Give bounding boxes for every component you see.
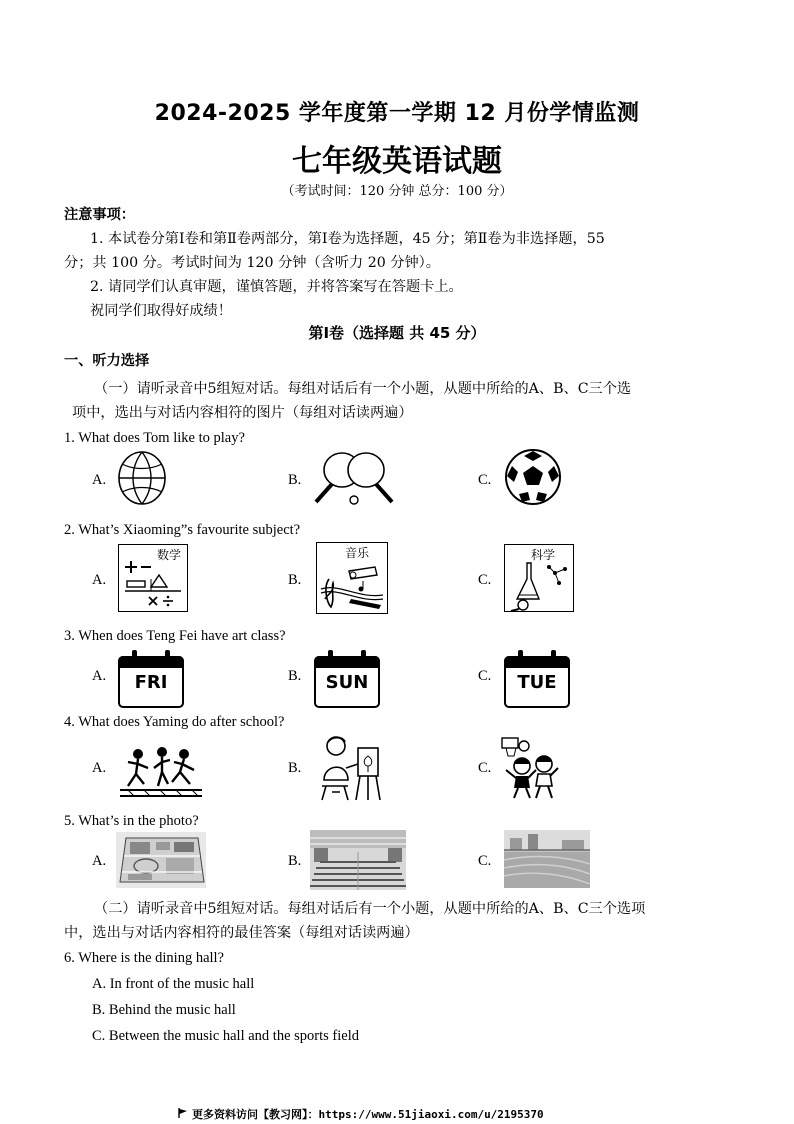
q3-option-b-label: B. <box>288 668 302 684</box>
calendar-sun-icon <box>314 650 380 708</box>
footer-link[interactable]: 更多资料访问【教习网】：https://www.51jiaoxi.com/u/2195370 <box>192 1108 544 1121</box>
question-2: 2. What’s Xiaoming”s favourite subject? <box>64 522 301 538</box>
math-symbols-icon <box>121 559 185 611</box>
q5-option-b-label: B. <box>288 853 302 869</box>
section1-title: 第Ⅰ卷（选择题 共 45 分） <box>308 324 486 342</box>
notice-wish: 祝同学们取得好成绩！ <box>90 303 232 319</box>
ping-pong-icon <box>310 450 400 508</box>
notice-item2: 2. 请同学们认真审题，谨慎答题，并将答案写在答题卡上。 <box>90 279 463 295</box>
q6-option-b: B. Behind the music hall <box>92 1002 236 1018</box>
calendar-tue-icon <box>504 650 570 708</box>
calendar-sun-text: SUN <box>325 672 369 693</box>
q6-option-c: C. Between the music hall and the sports field <box>92 1028 359 1044</box>
notice-heading: 注意事项： <box>64 207 135 223</box>
science-subject-icon <box>504 544 574 612</box>
dining-hall-photo <box>310 830 406 890</box>
music-label: 音乐 <box>345 546 370 560</box>
exam-title-line2: 七年级英语试题 <box>292 144 502 179</box>
question-4: 4. What does Yaming do after school? <box>64 714 285 730</box>
music-subject-icon <box>316 542 388 614</box>
flag-icon <box>178 1108 188 1118</box>
q1-option-b-label: B. <box>288 472 302 488</box>
basketball-kids-icon <box>500 736 560 802</box>
exam-title-line1: 2024-2025 学年度第一学期 12 月份学情监测 <box>154 101 640 126</box>
question-3: 3. When does Teng Fei have art class? <box>64 628 286 644</box>
notice-item1-line2: 分；共 100 分。考试时间为 120 分钟（含听力 20 分钟）。 <box>64 255 440 271</box>
part1-instruction-line2: 项中，选出与对话内容相符的图片（每组对话读两遍） <box>72 405 413 421</box>
music-instruments-icon <box>319 559 385 611</box>
basketball-icon <box>116 450 168 506</box>
calendar-tue-text: TUE <box>517 672 557 693</box>
q6-option-a: A. In front of the music hall <box>92 976 255 992</box>
part1-title: 一、听力选择 <box>64 353 150 369</box>
question-1: 1. What does Tom like to play? <box>64 430 245 446</box>
q2-option-c-label: C. <box>478 572 492 588</box>
part1-instruction-line1: （一）请听录音中5组短对话。每组对话后有一个小题，从题中所给的A、B、C三个选 <box>94 381 632 397</box>
sports-field-photo <box>504 830 590 888</box>
q5-option-a-label: A. <box>92 853 107 869</box>
q3-option-c-label: C. <box>478 668 492 684</box>
q4-option-c-label: C. <box>478 760 492 776</box>
notice-item1-line1: 1. 本试卷分第Ⅰ卷和第Ⅱ卷两部分，第Ⅰ卷为选择题，45 分；第Ⅱ卷为非选择题，55 <box>90 231 605 247</box>
question-5: 5. What’s in the photo? <box>64 813 199 829</box>
q4-option-b-label: B. <box>288 760 302 776</box>
q2-option-a-label: A. <box>92 572 107 588</box>
q5-option-c-label: C. <box>478 853 492 869</box>
q1-option-a-label: A. <box>92 472 107 488</box>
calendar-fri-text: FRI <box>134 672 168 693</box>
part2-instruction-line1: （二）请听录音中5组短对话。每组对话后有一个小题，从题中所给的A、B、C三个选项 <box>94 901 646 917</box>
q3-option-a-label: A. <box>92 668 107 684</box>
question-6: 6. Where is the dining hall? <box>64 950 224 966</box>
math-label: 数学 <box>156 548 181 562</box>
q1-option-c-label: C. <box>478 472 492 488</box>
running-race-icon <box>118 740 204 798</box>
part2-instruction-line2: 中，选出与对话内容相符的最佳答案（每组对话读两遍） <box>64 925 419 941</box>
calendar-fri-icon <box>118 650 184 708</box>
soccer-ball-icon <box>504 448 562 506</box>
school-map-photo <box>116 832 206 888</box>
painting-boy-icon <box>318 734 384 804</box>
q4-option-a-label: A. <box>92 760 107 776</box>
exam-subtitle: （考试时间：120 分钟 总分：100 分） <box>281 184 513 199</box>
science-lab-icon <box>507 559 571 611</box>
q2-option-b-label: B. <box>288 572 302 588</box>
math-subject-icon <box>118 544 188 612</box>
science-label: 科学 <box>531 548 556 562</box>
